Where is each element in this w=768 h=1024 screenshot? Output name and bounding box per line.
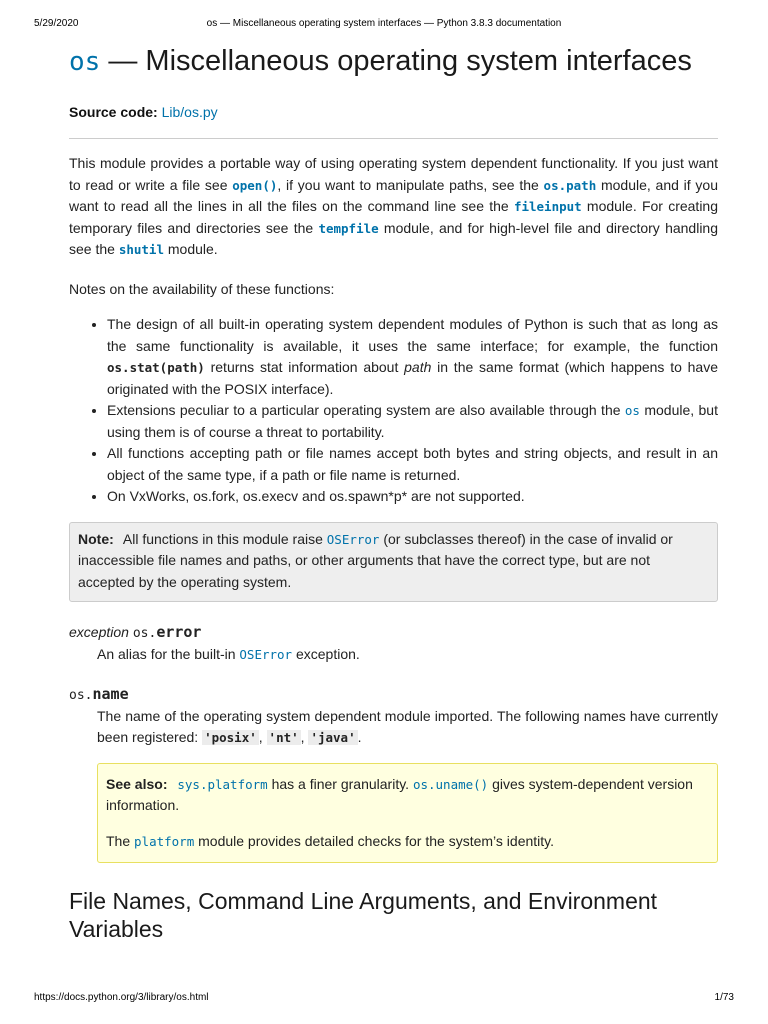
list-item: • All functions accepting path or file names accept both bytes and string objects, and result in an object of the same type, if a path or file name is returned. [107,443,718,486]
os-name-entry [69,684,718,864]
fileinput-link[interactable]: fileinput [513,199,582,214]
oserror-link[interactable]: OSError [239,647,293,662]
see-also-box [97,763,718,864]
list-item: • On VxWorks, os.fork, os.execv and os.spawn*p* are not supported. [107,486,718,508]
sys-platform-link[interactable]: sys.platform [177,776,268,792]
section-heading: File Names, Command Line Arguments, and Environment Variables [69,888,658,942]
notes-list [69,314,718,508]
module-name[interactable]: os [69,47,101,77]
os-path-link[interactable]: os.path [543,177,597,193]
os-error-description: An alias for the built-in OSError exception. [97,646,360,662]
os-error-signature: exception os.error [69,623,202,641]
page-title: os — Miscellaneous operating system interfaces [69,45,692,77]
shutil-link[interactable]: shutil [118,242,164,257]
platform-link[interactable]: platform [134,833,195,849]
oserror-link[interactable]: OSError [326,531,380,547]
os-error-entry [69,622,718,666]
print-title: os — Miscellaneous operating system interfaces — Python 3.8.3 documentation [206,18,562,29]
os-uname-link[interactable]: os.uname() [412,776,489,792]
os-name-description: The name of the operating system dependent module imported. The following names have currently been registered: 'posix' , 'nt' , 'java' . [97,707,718,745]
print-url: https://docs.python.org/3/library/os.html [34,992,209,1003]
note-title: Note: [78,530,114,547]
source-code-label: Source code: [69,104,158,120]
os-name-signature: os.name [69,684,129,703]
list-item: • The design of all built-in operating system dependent modules of Python is such that as long as the same functionality is available, it uses the same interface; for example, the function os.stat(path) returns stat information about path in the same format (which happens to have originated with the POSIX interface). [107,314,718,400]
divider [69,138,718,139]
note-box: Note: All functions in this module raise OSError (or subclasses thereof) in the case of invalid or inaccessible file names and paths, or other arguments that have the correct type, but are not accepted by the operating system. [69,522,718,603]
tempfile-link[interactable]: tempfile [318,220,379,236]
notes-intro: Notes on the availability of these functions: [69,280,335,297]
intro-paragraph: This module provides a portable way of using operating system dependent functionality. If you just want to read or write a file see open(), if you want to manipulate paths, see the os.path module, and if you want to read all the lines in all the files on the command line see the fileinput module. For creating temporary files and directories see the tempfile module, and for high-level file and directory handling see the shutil module. [69,155,719,257]
os-module-link[interactable]: os [624,403,640,418]
see-also-line-1: See also: sys.platform has a finer granularity. os.uname() gives system-dependent version information. [106,775,693,813]
see-also-line-2: The platform module provides detailed checks for the system’s identity. [106,832,555,849]
page-number: 1/73 [714,992,734,1003]
main-content [69,44,718,943]
source-code-line [69,104,718,120]
inline-code: os.stat(path) [107,360,205,375]
source-code-link[interactable]: Lib/os.py [161,104,218,120]
list-item: • Extensions peculiar to a particular operating system are also available through the os module, but using them is of course a threat to portability. [107,400,718,443]
see-also-title: See also: [106,775,168,792]
open-link[interactable]: open() [232,177,278,193]
print-date: 5/29/2020 [34,18,79,29]
